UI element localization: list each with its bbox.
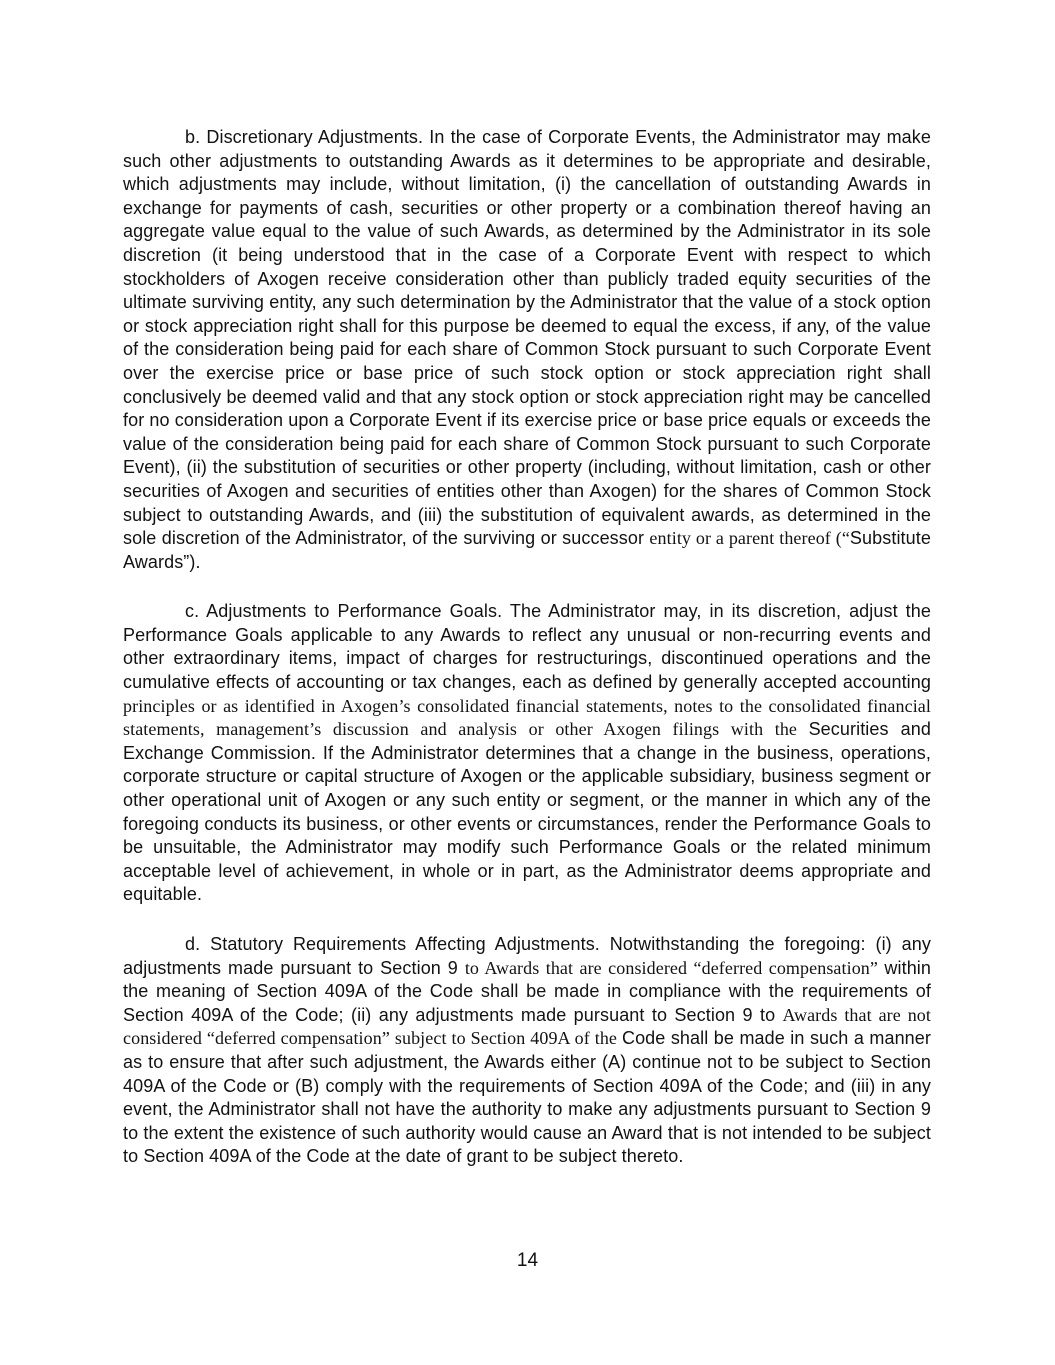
text-run: within the meaning of Section 409A of the Code shall be made in compliance with the requirements of Section 409A of the Code; (ii) any adjustments made pursuant to Section 9 to — [123, 957, 932, 1025]
paragraph-adjustments-to-performance-goals — [123, 600, 931, 907]
text-run: c. Adjustments to Performance Goals. The Administrator may, in its discretion, adjust the Performance Goals applicable to any Awards to reflect any unusual or non-recurring events and other extraordinary items, impact of charges for restructurings, discontinued operations and the cumulative effects of accounting or tax changes, each as defined by generally accepted accounting — [123, 601, 931, 693]
page-number: 14 — [516, 1250, 539, 1271]
text-run: to Awards that are considered “deferred compensation” — [464, 957, 885, 978]
text-run: Code shall be made in such a manner as to ensure that after such adjustment, the Awards either (A) continue not to be subject to Section 409A of the Code or (B) comply with the requirements of Section 409A of the Code; and (iii) in any event, the Administrator shall not have the authority to make any adjustments pursuant to Section 9 to the extent the existence of such authority would cause an Award that is not intended to be subject to Section 409A of the Code at the date of grant to be subject thereto. — [123, 1028, 931, 1167]
document-body — [123, 126, 931, 1169]
text-run: Securities and Exchange Commission. If the Administrator determines that a change in the business, operations, corporate structure or capital structure of Axogen or the applicable subsidiary, business segment or other operational unit of Axogen or any such entity or segment, or the manner in which any of the foregoing conducts its business, or other events or circumstances, render the Performance Goals to be unsuitable, the Administrator may modify such Performance Goals or the related minimum acceptable level of achievement, in whole or in part, as the Administrator deems appropriate and equitable. — [123, 719, 931, 905]
text-run: principles or as identified in Axogen’s consolidated financial statements, notes to the consolidated financial statements, management’s discussion and analysis or other Axogen filings with the — [123, 695, 931, 740]
text-run: d. Statutory Requirements Affecting Adjustments. Notwithstanding the foregoing: (i) any adjustments made pursuant to Section 9 — [123, 934, 931, 978]
text-run: Awards that are not considered “deferred compensation” subject to Section 409A of the — [123, 1004, 931, 1049]
paragraph-statutory-requirements — [123, 933, 931, 1169]
text-run: b. Discretionary Adjustments. In the case of Corporate Events, the Administrator may make such other adjustments to outstanding Awards as it determines to be appropriate and desirable, which adjustments may include, without limitation, (i) the cancellation of outstanding Awards in exchange for payments of cash, securities or other property or a combination thereof having an aggregate value equal to the value of such Awards, as determined by the Administrator in its sole discretion (it being understood that in the case of a Corporate Event with respect to which stockholders of Axogen receive consideration other than publicly traded equity securities of the ultimate surviving entity, any such determination by the Administrator that the value of a stock option or stock appreciation right shall for this purpose be deemed to equal the excess, if any, of the value of the consideration being paid for each share of Common Stock pursuant to such Corporate Event over the exercise price or base price of such stock option or stock appreciation right shall conclusively be deemed valid and that any stock option or stock appreciation right may be cancelled for no consideration upon a Corporate Event if its exercise price or base price equals or exceeds the value of the consideration being paid for each share of Common Stock pursuant to such Corporate Event), (ii) the substitution of securities or other property (including, without limitation, cash or other securities of Axogen and securities of entities other than Axogen) for the shares of Common Stock subject to outstanding Awards, and (iii) the substitution of equivalent awards, as determined in the sole discretion of the Administrator, of the surviving or successor — [123, 127, 931, 549]
paragraph-discretionary-adjustments — [123, 126, 931, 574]
text-run: entity or a parent thereof (“ — [649, 528, 850, 549]
text-run: Substitute Awards”). — [123, 528, 931, 572]
